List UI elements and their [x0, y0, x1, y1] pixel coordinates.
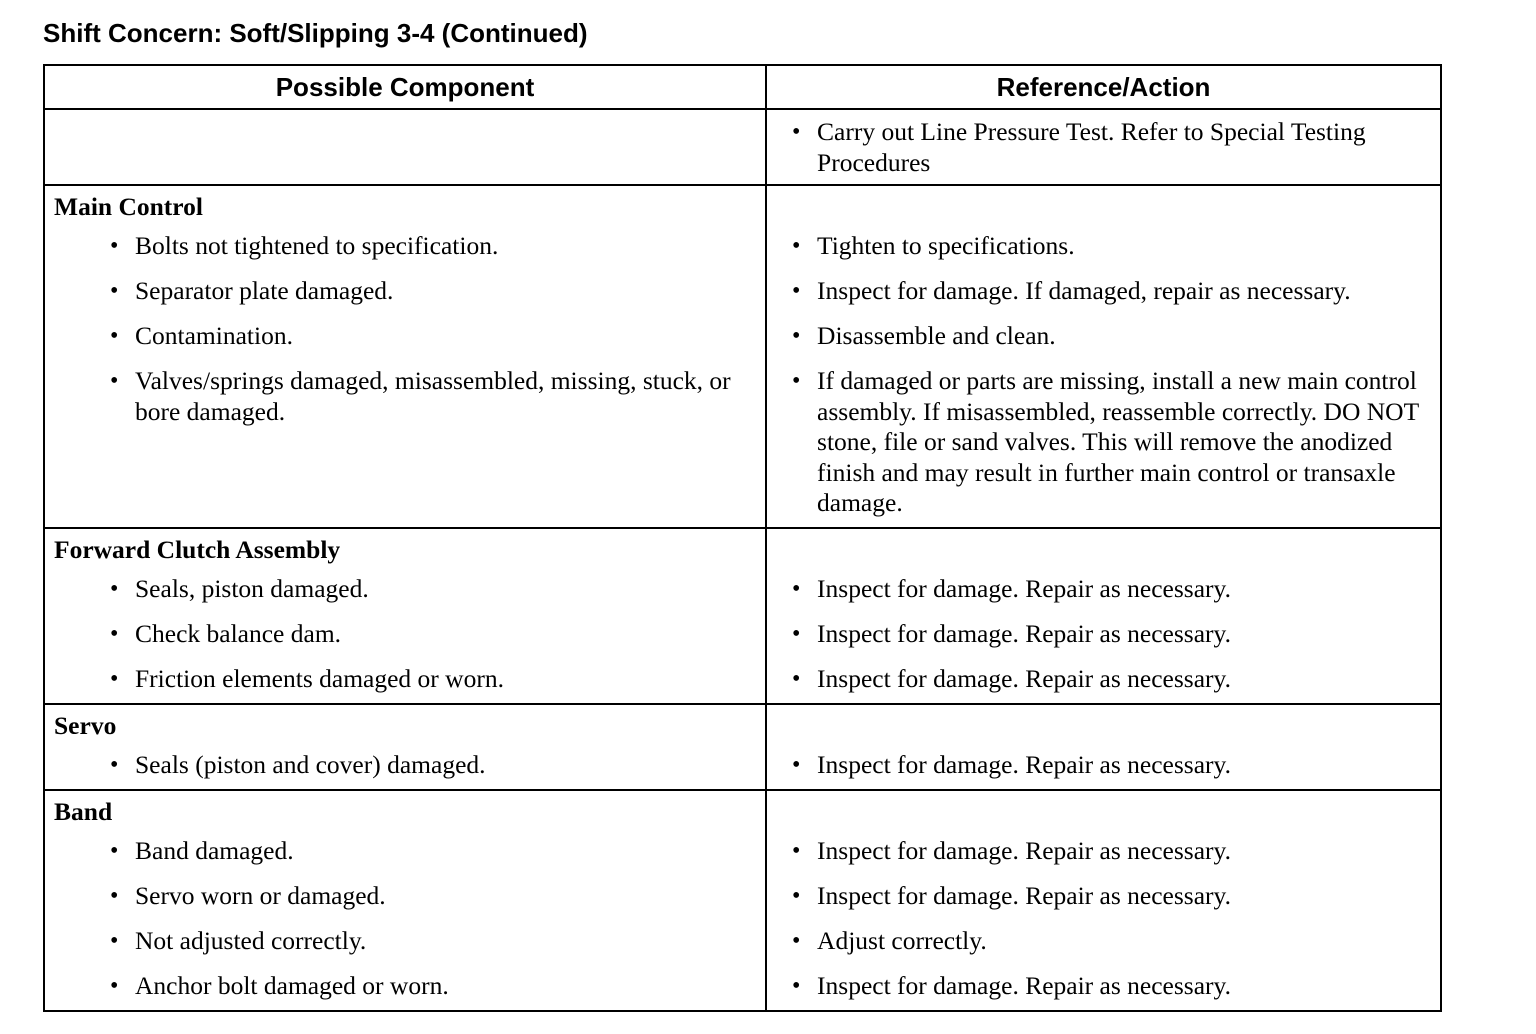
action-item: • Inspect for damage. Repair as necessary.	[777, 836, 1430, 867]
component-cell	[44, 528, 766, 704]
component-item: • Separator plate damaged.	[55, 276, 755, 307]
action-cell	[766, 790, 1441, 1011]
action-item: • If damaged or parts are missing, install a new main control assembly. If misassembled, reassemble correctly. DO NOT stone, file or sand valves. This will remove the anodized finish and may result in further main control or transaxle damage.	[777, 366, 1430, 519]
component-item: • Band damaged.	[55, 836, 755, 867]
action-item: • Inspect for damage. Repair as necessary.	[777, 619, 1430, 650]
component-item: • Check balance dam.	[55, 619, 755, 650]
intro-row	[44, 109, 1441, 185]
action-item: • Tighten to specifications.	[777, 231, 1430, 262]
diagnosis-table	[43, 64, 1442, 1012]
page-title: Shift Concern: Soft/Slipping 3-4 (Continued)	[43, 18, 588, 48]
section-heading: Main Control	[54, 192, 203, 221]
section-heading: Band	[54, 797, 113, 826]
section-heading-spacer	[767, 186, 1440, 231]
component-item: • Seals (piston and cover) damaged.	[55, 750, 755, 781]
component-cell	[44, 185, 766, 528]
component-item: • Servo worn or damaged.	[55, 881, 755, 912]
component-cell	[44, 704, 766, 790]
component-item: • Valves/springs damaged, misassembled, missing, stuck, or bore damaged.	[55, 366, 755, 519]
table-header-row	[44, 65, 1441, 109]
action-item: • Inspect for damage. Repair as necessary.	[777, 574, 1430, 605]
intro-action-item: • Carry out Line Pressure Test. Refer to Special Testing Procedures	[777, 117, 1430, 178]
component-item: • Bolts not tightened to specification.	[55, 231, 755, 262]
action-cell	[766, 528, 1441, 704]
section-row	[44, 790, 1441, 1011]
component-item: • Not adjusted correctly.	[55, 926, 755, 957]
section-heading: Forward Clutch Assembly	[54, 535, 341, 564]
intro-component-cell	[44, 109, 766, 185]
action-item: • Inspect for damage. Repair as necessary.	[777, 971, 1430, 1002]
section-row	[44, 704, 1441, 790]
section-row	[44, 528, 1441, 704]
section-heading-spacer	[767, 705, 1440, 750]
component-cell	[44, 790, 766, 1011]
action-cell	[766, 185, 1441, 528]
action-item: • Adjust correctly.	[777, 926, 1430, 957]
action-item: • Inspect for damage. Repair as necessary.	[777, 750, 1430, 781]
section-heading-spacer	[767, 791, 1440, 836]
section-heading-spacer	[767, 529, 1440, 574]
section-heading: Servo	[54, 711, 117, 740]
intro-action-cell	[766, 109, 1441, 185]
component-item: • Contamination.	[55, 321, 755, 352]
component-item: • Anchor bolt damaged or worn.	[55, 971, 755, 1002]
action-item: • Disassemble and clean.	[777, 321, 1430, 352]
action-item: • Inspect for damage. Repair as necessary.	[777, 881, 1430, 912]
header-reference-action: Reference/Action	[766, 65, 1441, 109]
action-item: • Inspect for damage. If damaged, repair as necessary.	[777, 276, 1430, 307]
component-item: • Seals, piston damaged.	[55, 574, 755, 605]
component-item: • Friction elements damaged or worn.	[55, 664, 755, 695]
header-possible-component: Possible Component	[44, 65, 766, 109]
section-row	[44, 185, 1441, 528]
action-item: • Inspect for damage. Repair as necessary.	[777, 664, 1430, 695]
action-cell	[766, 704, 1441, 790]
